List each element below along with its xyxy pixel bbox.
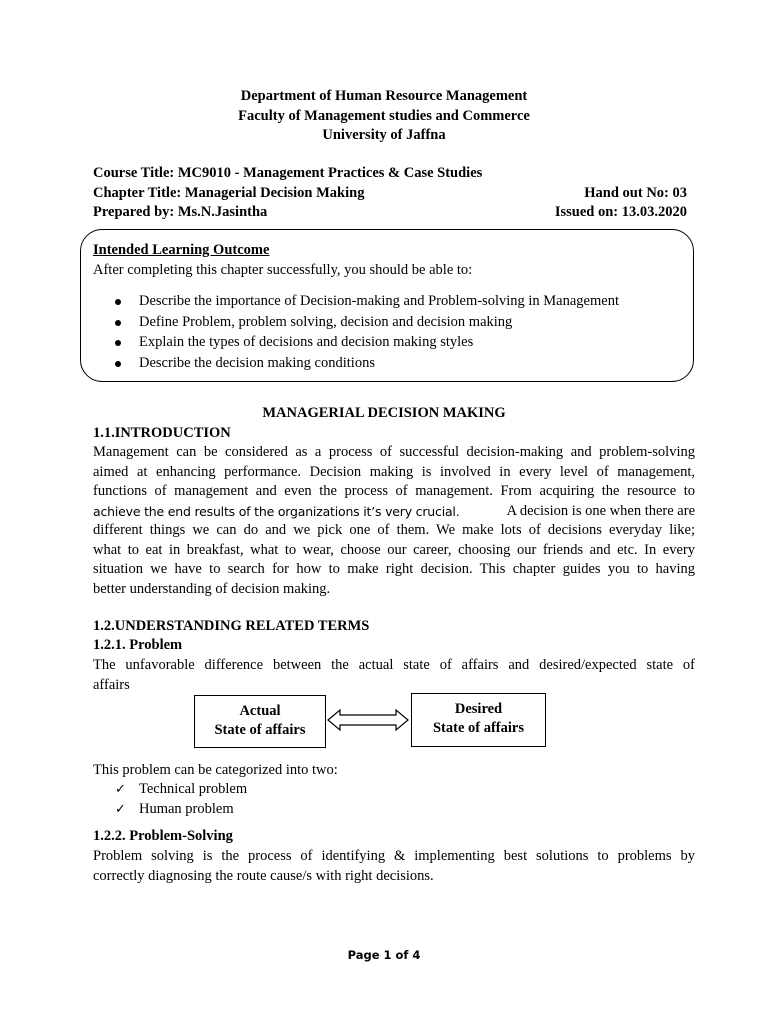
page-number: Page 1 of 4 <box>347 948 421 962</box>
desired-state-box <box>411 693 546 747</box>
problem-heading: 1.2.1. Problem <box>93 637 183 653</box>
list-item <box>115 333 619 354</box>
bullet-icon <box>115 361 121 367</box>
list-item-text: Human problem <box>139 801 234 817</box>
paragraph-line: what to eat in breakfast, what to wear, choose our career, choosing our friends and etc. In every <box>93 541 695 558</box>
paragraph-line: Problem solving is the process of identifying & implementing best solutions to problems by <box>93 848 695 864</box>
learning-outcome-intro: After completing this chapter successfully, you should be able to: <box>93 262 473 278</box>
main-title: MANAGERIAL DECISION MAKING <box>262 405 506 421</box>
paragraph-line: The unfavorable difference between the actual state of affairs and desired/expected state of <box>93 657 695 673</box>
list-item <box>115 313 619 334</box>
related-terms-heading: 1.2.UNDERSTANDING RELATED TERMS <box>93 618 370 634</box>
actual-state-sublabel: State of affairs <box>214 722 306 738</box>
paragraph-line: affairs <box>93 676 130 693</box>
chapter-row <box>93 184 687 204</box>
paragraph-line: aimed at enhancing performance. Decision making is involved in every level of management, <box>93 463 695 480</box>
department-name: Department of Human Resource Management <box>240 88 528 104</box>
paragraph-line: different things we can do and we pick one of them. We make lots of decisions everyday like; <box>93 522 695 538</box>
paragraph-line-mixed <box>93 502 695 522</box>
paragraph-line: situation we have to search for how to make right decision. This chapter guides you to having <box>93 561 695 577</box>
bullet-icon <box>115 299 121 305</box>
issued-date: Issued on: 13.03.2020 <box>554 204 687 220</box>
learning-outcome-list <box>115 292 619 374</box>
bullet-icon <box>115 320 121 326</box>
prepared-row <box>93 203 687 223</box>
course-title-text: Course Title: MC9010 - Management Practices & Case Studies <box>93 165 483 181</box>
learning-outcome-title: Intended Learning Outcome <box>93 242 270 258</box>
list-item-text: Describe the importance of Decision-making and Problem-solving in Management <box>139 293 619 309</box>
bullet-icon <box>115 340 121 346</box>
introduction-heading: 1.1.INTRODUCTION <box>93 425 231 441</box>
paragraph-line: functions of management and even the process of management. From acquiring the resource to <box>93 483 695 499</box>
handout-number: Hand out No: 03 <box>584 185 687 201</box>
check-icon: ✓ <box>115 802 126 817</box>
list-item-text: Define Problem, problem solving, decision and decision making <box>139 313 513 330</box>
paragraph-fragment: achieve the end results of the organizations it’s very crucial. <box>93 503 460 519</box>
faculty-name: Faculty of Management studies and Commerce <box>238 108 530 124</box>
categorized-text: This problem can be categorized into two: <box>93 762 338 778</box>
problem-solving-heading: 1.2.2. Problem-Solving <box>93 828 233 844</box>
desired-state-label: Desired <box>454 701 503 717</box>
list-item-text: Explain the types of decisions and decision making styles <box>139 334 474 350</box>
list-item-text: Technical problem <box>139 781 248 797</box>
paragraph-line: better understanding of decision making. <box>93 580 331 597</box>
chapter-title: Chapter Title: Managerial Decision Making <box>93 185 365 201</box>
list-item-text: Describe the decision making conditions <box>139 354 375 371</box>
paragraph-line: correctly diagnosing the route cause/s with right decisions. <box>93 867 434 884</box>
prepared-by: Prepared by: Ms.N.Jasintha <box>93 204 268 220</box>
double-arrow-icon <box>327 708 409 732</box>
list-item <box>115 780 247 800</box>
desired-state-sublabel: State of affairs <box>432 720 524 736</box>
paragraph-line: Management can be considered as a process of successful decision-making and problem-solving <box>93 444 695 460</box>
list-item <box>115 800 247 820</box>
problem-categories-list <box>115 780 247 820</box>
check-icon: ✓ <box>115 782 126 797</box>
problem-solving-paragraph <box>93 847 695 886</box>
actual-state-label: Actual <box>239 703 281 719</box>
problem-definition <box>93 656 695 695</box>
paragraph-fragment: A decision is one when there are <box>506 502 695 519</box>
introduction-paragraph <box>93 443 695 599</box>
university-name: University of Jaffna <box>322 127 446 143</box>
actual-state-box <box>194 695 326 748</box>
list-item <box>115 292 619 313</box>
list-item <box>115 354 619 375</box>
course-title <box>93 164 687 184</box>
